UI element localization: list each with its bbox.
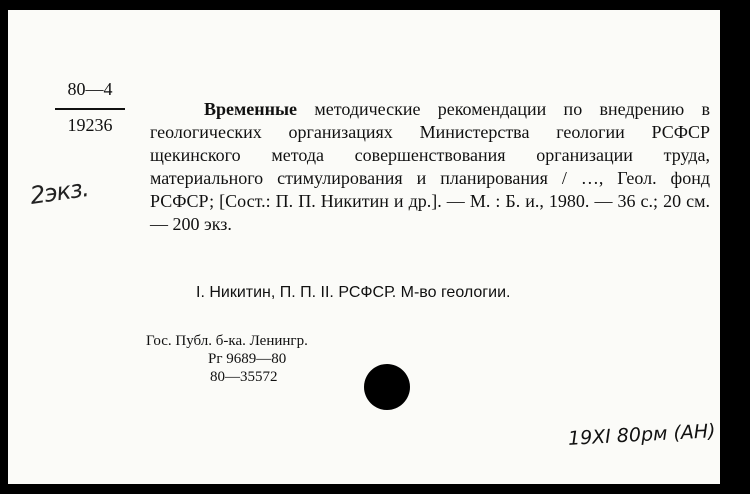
handwritten-date-note: 19XI 80рм (АН) bbox=[567, 420, 717, 450]
library-stamp bbox=[146, 332, 386, 386]
library-registry-number: Рг 9689—80 bbox=[208, 351, 287, 367]
catalog-card bbox=[8, 10, 720, 484]
punch-hole bbox=[364, 364, 410, 410]
entry-body: методические рекомендации по внедрению в геологических организациях Министерства геологии РСФСР щекинского метода совершенствования организации труда, материального стимулирования и планирования / …, Геол. фонд РСФСР; [Сост.: П. П. Никитин и др.]. — М. : Б. и., 1980. — 36 с.; 20 см. — 200 экз. bbox=[150, 99, 710, 234]
shelf-mark-bottom: 19236 bbox=[67, 115, 113, 135]
handwritten-copies-note: 2экз. bbox=[28, 174, 90, 210]
tracing-line: I. Никитин, П. П. II. РСФСР. М-во геологии. bbox=[196, 284, 511, 301]
shelf-mark-divider bbox=[55, 108, 125, 110]
bibliographic-entry bbox=[150, 98, 710, 236]
library-name: Гос. Публ. б-ка. Ленингр. bbox=[146, 333, 308, 349]
shelf-mark-top: 80—4 bbox=[67, 79, 113, 99]
library-accession-number: 80—35572 bbox=[210, 369, 278, 385]
entry-heading-word: Временные bbox=[204, 99, 298, 119]
shelf-mark bbox=[50, 78, 130, 136]
